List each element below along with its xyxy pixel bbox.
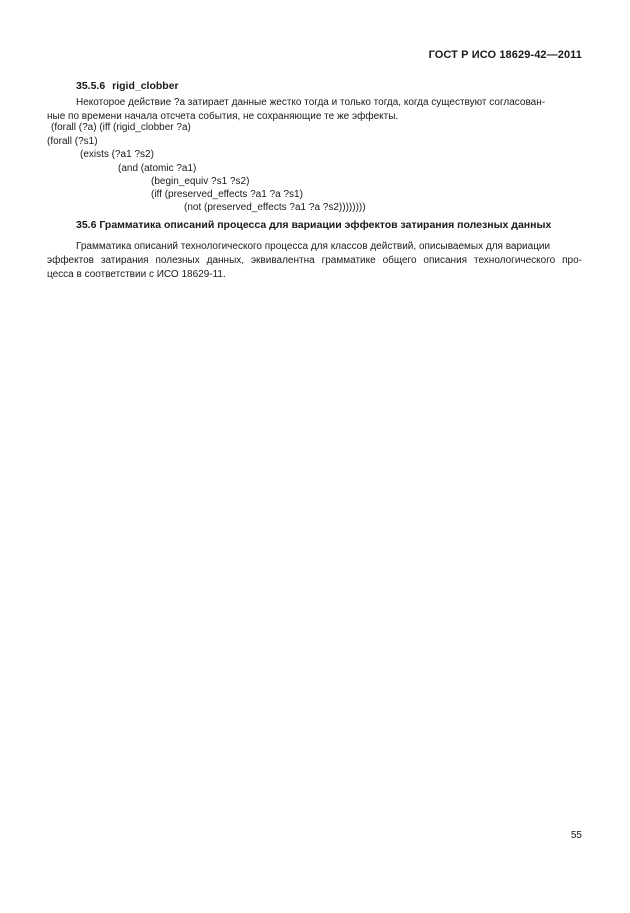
document-header: ГОСТ Р ИСО 18629-42—2011 xyxy=(428,49,582,61)
code-line-2: (forall (?s1) xyxy=(47,136,98,147)
section-description xyxy=(47,96,582,124)
paragraph-line-2: эффектов затирания полезных данных, эквивалентна грамматике общего описания технологического про- xyxy=(47,255,582,266)
section-heading-35-5-6 xyxy=(76,80,179,92)
section-35-6-paragraph xyxy=(47,240,582,282)
page-number: 55 xyxy=(570,830,582,841)
code-line-3: (exists (?a1 ?s2) xyxy=(80,149,154,160)
code-line-1: (forall (?a) (iff (rigid_clobber ?a) xyxy=(51,122,191,133)
section-number: 35.5.6 xyxy=(76,80,106,92)
paragraph-line-1: Грамматика описаний технологического процесса для классов действий, описываемых для вариации xyxy=(76,241,551,252)
section-title: rigid_clobber xyxy=(112,80,179,92)
description-line-2: ные по времени начала отсчета события, не сохраняющие те же эффекты. xyxy=(47,111,399,122)
code-line-6: (iff (preserved_effects ?a1 ?a ?s1) xyxy=(151,189,303,200)
code-line-4: (and (atomic ?a1) xyxy=(118,163,197,174)
paragraph-line-3: цесса в соответствии с ИСО 18629-11. xyxy=(47,269,226,280)
code-line-5: (begin_equiv ?s1 ?s2) xyxy=(151,176,250,187)
description-line-1: Некоторое действие ?a затирает данные жестко тогда и только тогда, когда существуют согласован- xyxy=(76,97,546,108)
section-heading-35-6: 35.6 Грамматика описаний процесса для вариации эффектов затирания полезных данных xyxy=(76,219,552,231)
code-line-7: (not (preserved_effects ?a1 ?a ?s2)))))))) xyxy=(184,202,366,213)
